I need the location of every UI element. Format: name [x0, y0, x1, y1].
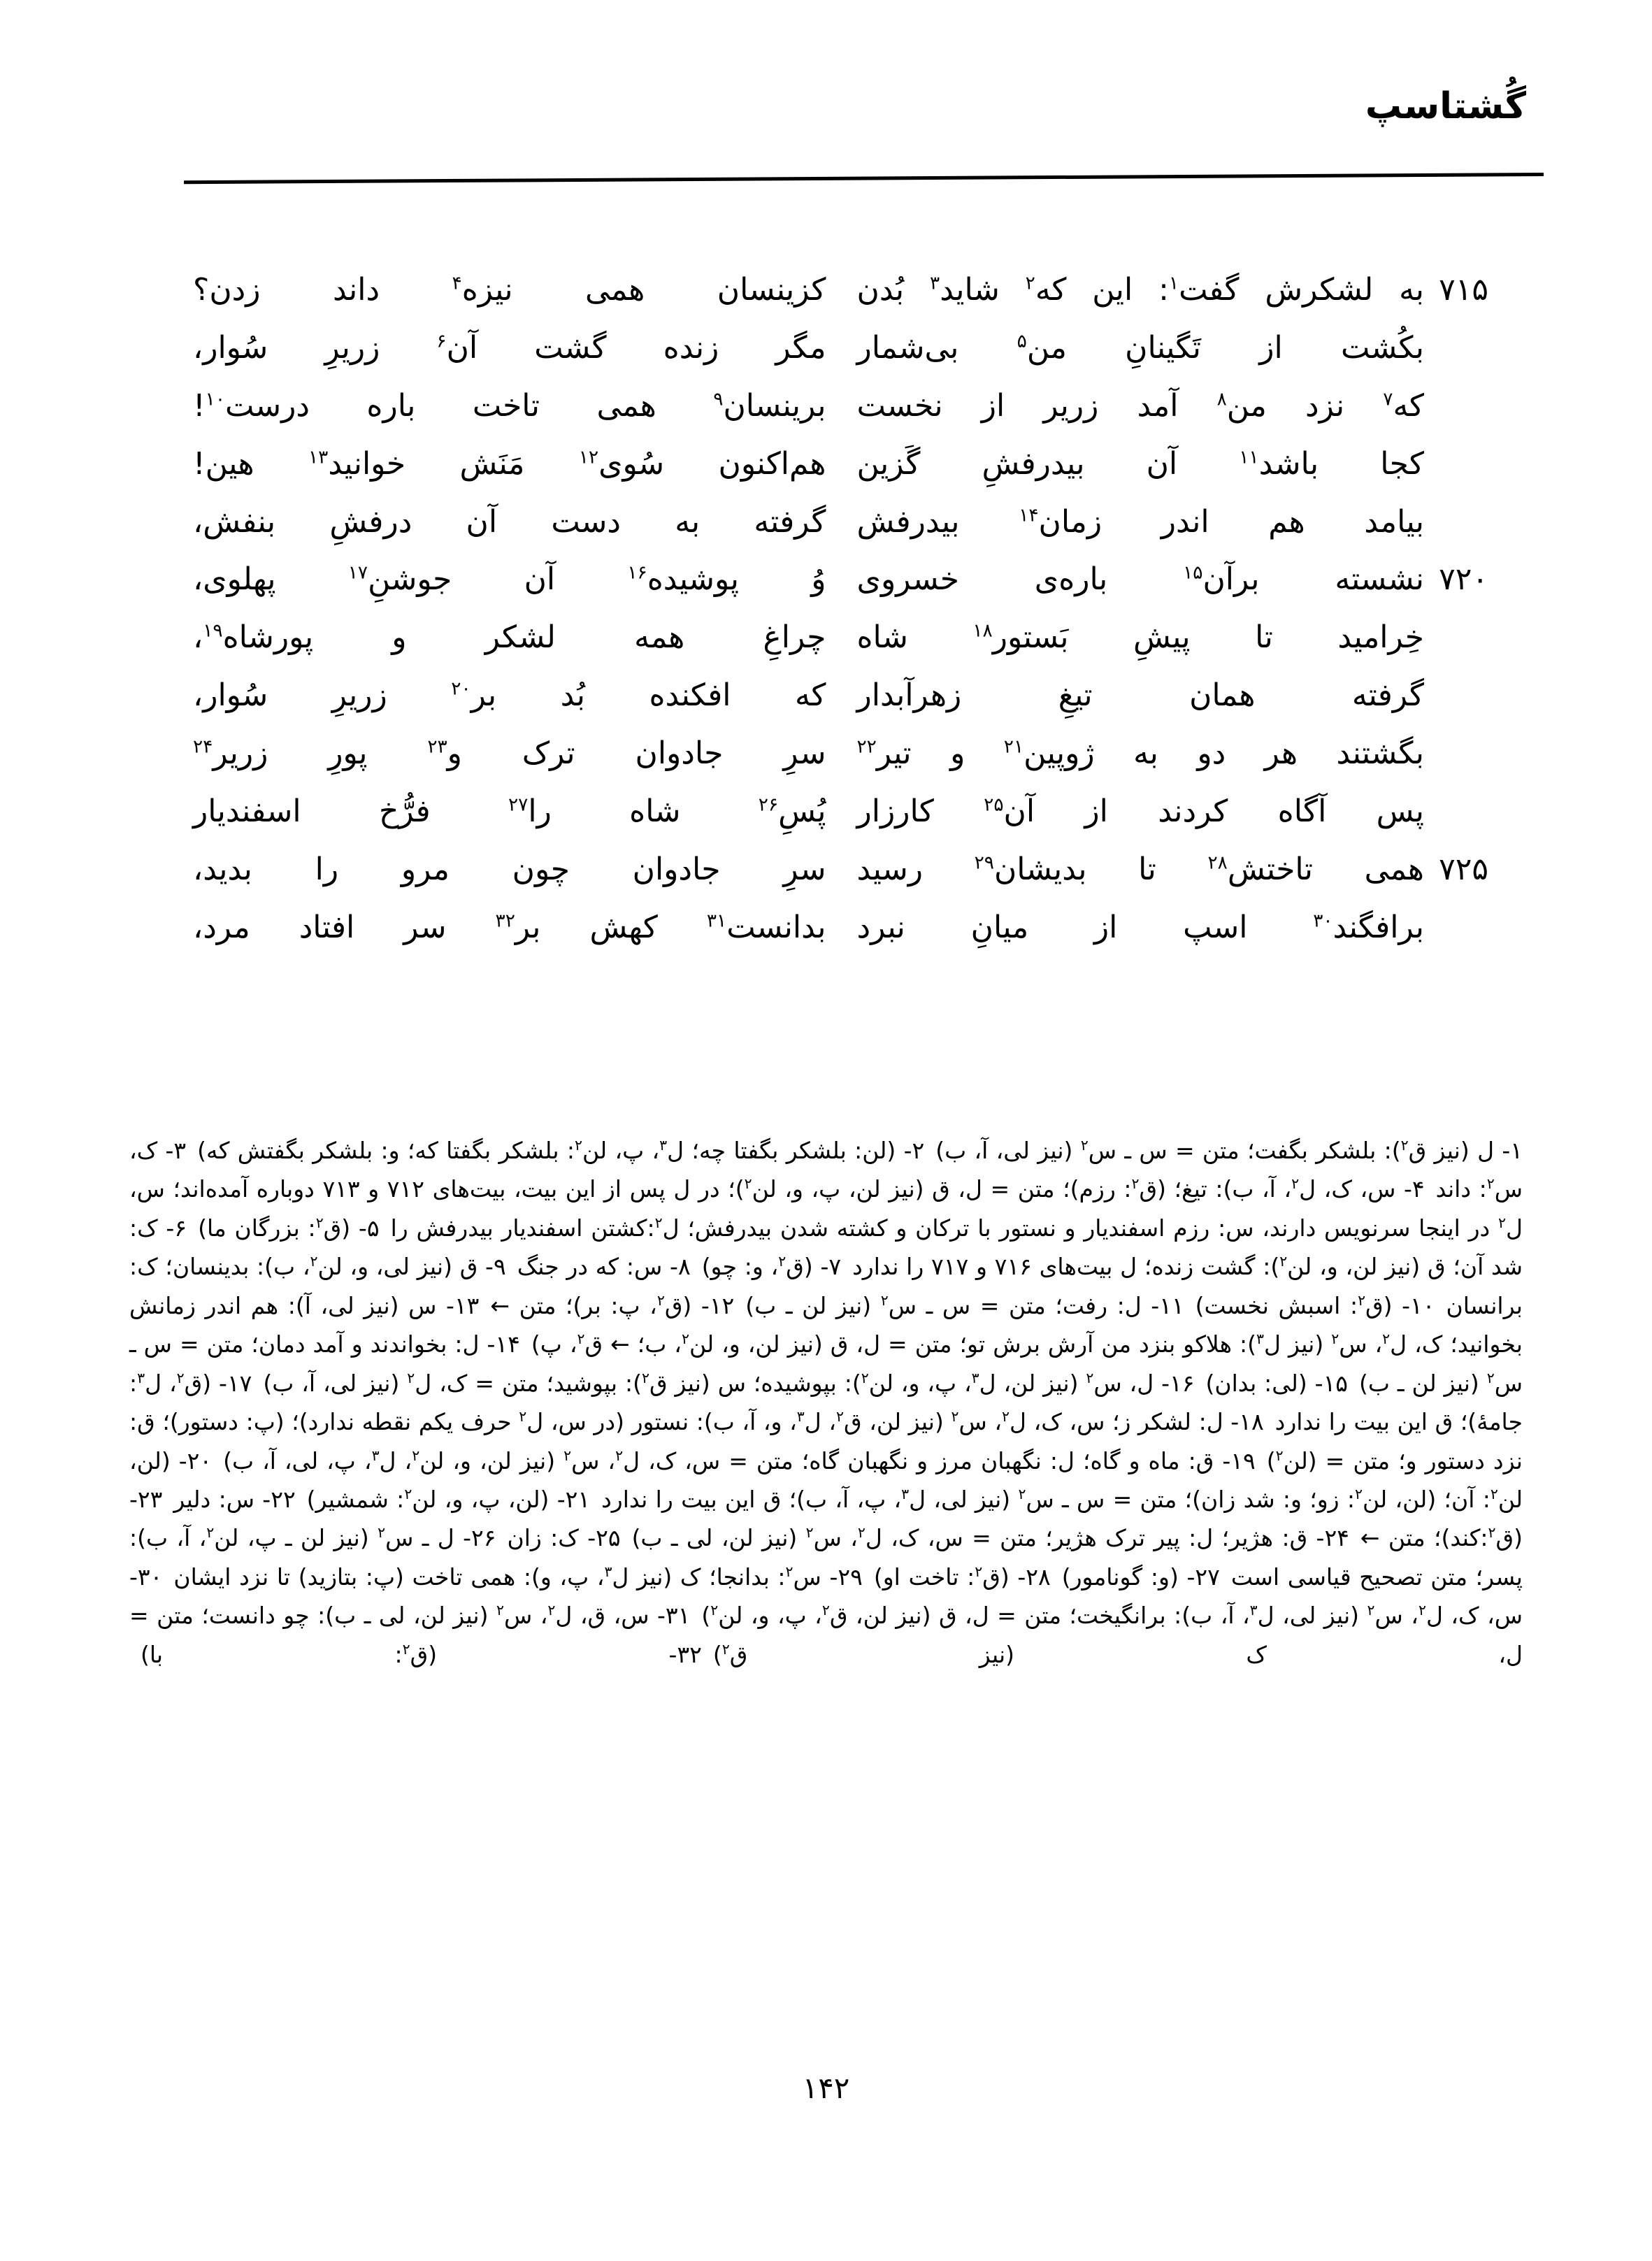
hemistich-first: [833, 383, 1485, 430]
apparatus-note-separator: [734, 1286, 745, 1325]
apparatus-note-separator: [186, 1131, 197, 1170]
apparatus-note-separator: [621, 1519, 632, 1557]
hemistich-second: مگر زنده گشت آن$^۶$ زریرِ سُوار،: [193, 329, 826, 366]
hemistich-first: [833, 789, 1485, 835]
verse-number: ۷۱۵: [1439, 272, 1488, 308]
apparatus-note-separator: [212, 1442, 223, 1480]
apparatus-note-separator: [506, 1247, 517, 1286]
apparatus-note: ۳- ک، س$^۲$: داند: [129, 1137, 1523, 1203]
hemistich-first-text: بیامد هم اندر زمان$^{۱۴}$ بیدرفش: [856, 503, 1425, 540]
hemistich-first-text: خِرامید تا پیشِ بَستور$^{۱۸}$ شاه: [856, 619, 1424, 656]
apparatus-note-separator: [162, 1480, 173, 1519]
apparatus-note-separator: [1425, 1170, 1436, 1208]
apparatus-note-separator: [187, 1209, 198, 1247]
apparatus-note: ۲۵- ک: زان: [507, 1524, 621, 1552]
hemistich-first: [833, 499, 1485, 546]
verse-couplet: [182, 499, 1484, 546]
hemistich-first: [833, 325, 1485, 372]
apparatus-note: ۵- (ق$^۲$: بزرگان ما): [198, 1214, 380, 1242]
hemistich-first: [833, 615, 1485, 661]
apparatus-note: ۲- (لن: بلشکر بگفتا چه؛ ل$^۳$، پ، لن$^۲$: بلشکر بگفتا که؛ و: بلشکر بگفتش که): [197, 1137, 925, 1164]
apparatus-note: ۲۹- س$^۲$: بدانجا؛ ک (نیز ل$^۳$، پ، و): همی تاخت (پ: بتازید) تا نزد ایشان: [173, 1563, 863, 1591]
apparatus-note-separator: [690, 1596, 701, 1635]
hemistich-first-text: کجا باشد$^{۱۱}$ آن بیدرفشِ گَزین: [856, 445, 1424, 482]
apparatus-note-separator: [1349, 1519, 1360, 1557]
hemistich-second: چراغِ همه لشکر و پورشاه$^{۱۹}$،: [193, 619, 826, 656]
hemistich-second: سرِ جادوان ترک و$^{۲۳}$ پورِ زریر$^{۲۴}$: [193, 735, 826, 771]
hemistich-second: بدانست$^{۳۱}$ کهش بر$^{۳۲}$ سر افتاد مرد،: [193, 909, 826, 945]
apparatus-note: ۲۲- س: دلیر: [173, 1485, 296, 1513]
apparatus-note: ۲۷- (و: گونامور): [1061, 1563, 1220, 1591]
hemistich-first: [833, 905, 1485, 952]
apparatus-note: ۲۰- (لن، لن$^۲$: آن؛ (لن، لن$^۲$: زو؛ و: شد زان)؛ متن = س ـ س$^۲$ (نیز لی، ل$^۳$، پ، آ، ب)؛ ق این بیت را ندارد: [129, 1447, 1523, 1513]
apparatus-note: ۱۷- (ق$^۲$، ل$^۳$: جامهٔ)؛ ق این بیت را ندارد: [129, 1369, 1523, 1436]
apparatus-note-separator: [691, 1247, 702, 1286]
apparatus-note: ۲۸- (ق$^۲$: تاخت او): [873, 1563, 1051, 1591]
apparatus-note-separator: [1194, 1364, 1205, 1402]
apparatus-note: ۳۰- س، ک، ل$^۲$، س$^۲$ (نیز لی، ل$^۳$، آ، ب): برانگیخت؛ متن = ل، ق (نیز لن، ق$^۲$، پ، و، لن$^۲$): [129, 1563, 1523, 1630]
hemistich-first-text: که$^۷$ نزد من$^۸$ آمد زریر از نخست: [856, 387, 1424, 424]
hemistich-second: کزینسان همی نیزه$^۴$ داند زدن؟: [193, 272, 826, 308]
verse-number: ۷۲۰: [1439, 561, 1488, 598]
apparatus-note: ۱۰- (ق$^۲$: اسبش نخست): [1195, 1291, 1435, 1319]
apparatus-note: ۱۹- ق: ماه و گاه؛ ل: نگهبان مرز و نگهبان گاه؛ متن = س، ک، ل$^۲$، س$^۲$ (نیز لن، و، لن$^۲$، ل$^۳$، پ، لی، آ، ب): [223, 1447, 1256, 1474]
hemistich-first: [833, 441, 1485, 488]
verse-couplet: [182, 789, 1484, 835]
apparatus-note: ۲۶- ل ـ س$^۲$ (نیز لن ـ پ، لن$^۲$، آ، ب): پسر؛ متن تصحیح قیاسی است: [129, 1524, 1523, 1591]
hemistich-first: [833, 847, 1488, 893]
apparatus-note: ۱۱- ل: رفت؛ متن = س ـ س$^۲$ (نیز لن ـ ب): [745, 1291, 1184, 1319]
apparatus-note: ۴- س، ک، ل$^۲$، آ، ب): تیغ؛ (ق$^۲$: رزم)؛ متن = ل، ق (نیز لن، پ، و، لن$^۲$)؛ در ل پس از این بیت، بیت‌های ۷۱۲ و ۷۱۳ دوباره آمده‌اند؛ س، ل$^۲$ در اینجا سرنویس دارند، س: رزم اسفندیار و نستور با ترکان و کشته شدن بیدرفش؛ ل$^۲$:کشتن اسفندیار بیدرفش را: [129, 1175, 1523, 1242]
hemistich-first: [833, 267, 1488, 314]
verse-couplet: [182, 267, 1488, 314]
apparatus-note-separator: [296, 1480, 307, 1519]
apparatus-note-separator: [1220, 1558, 1231, 1596]
apparatus-note: ۱- ل (نیز ق$^۲$): بلشکر بگفت؛ متن = س ـ س$^۲$ (نیز لی، آ، ب): [935, 1137, 1523, 1164]
apparatus-note: ۱۳- س (نیز لی، آ): هم اندر زمانش بخوانید؛ ک، ل$^۲$، س$^۲$ (نیز ل$^۳$): هلاکو بنزد من آرش برش تو؛ متن = ل، ق (نیز لن، و، لن$^۲$، ب؛ ← ق$^۲$، پ): [129, 1291, 1523, 1358]
apparatus-note: ۱۴- ل: بخواندند و آمد دمان؛ متن = س ـ س$^۲$ (نیز لن ـ ب): [129, 1330, 1523, 1397]
hemistich-second: سرِ جادوان چون مرو را بدید،: [193, 851, 826, 887]
apparatus-note: ۶- ک: شد آن؛ ق (نیز لن، و، لن$^۲$): گشت زنده؛ ل بیت‌های ۷۱۶ و ۷۱۷ را ندارد: [129, 1214, 1523, 1281]
apparatus-note-separator: [863, 1558, 874, 1596]
apparatus-note: ۲۳- (ق$^۲$:کند)؛ متن ←: [129, 1485, 1523, 1552]
hemistich-second: برینسان$^۹$ همی تاخت باره درست$^{۱۰}$!: [193, 387, 826, 424]
apparatus-note: ۳۲- (ق$^۲$: با): [141, 1640, 702, 1668]
hemistich-second: گرفته به دست آن درفشِ بنفش،: [193, 503, 826, 540]
verse-couplet: [182, 557, 1488, 603]
verse-couplet: [182, 731, 1484, 777]
hemistich-first-text: همی تاختش$^{۲۸}$ تا بدیشان$^{۲۹}$ رسید: [856, 851, 1424, 887]
verse-couplet: [182, 673, 1484, 719]
hemistich-first: [833, 557, 1488, 603]
hemistich-first-text: بکُشت از تَگینانِ من$^۵$ بی‌شمار: [856, 329, 1424, 366]
apparatus-note: ۸- س: که در جنگ: [517, 1253, 691, 1281]
apparatus-note: ۳۱- س، ق، ل$^۲$، س$^۲$ (نیز لن، لی ـ ب): چو دانست؛ متن = ل، ک (نیز ق$^۲$): [129, 1602, 1523, 1668]
folio-number: ۱۴۲: [802, 2071, 850, 2105]
apparatus-note-separator: [590, 1480, 601, 1519]
hemistich-first-text: پس آگاه کردند از آن$^{۲۵}$ کارزار: [856, 793, 1424, 829]
apparatus-note: ۱۶- ل، س$^۲$ (نیز لن، ل$^۳$، پ، و، لن$^۲$): بپوشیده؛ س (نیز ق$^۲$): بپوشید؛ متن = ک، ل$^۲$ (نیز لی، آ، ب): [263, 1369, 1195, 1397]
apparatus-note: ۹- ق (نیز لی، و، لن$^۲$، ب): بدینسان؛ ک: برانسان: [129, 1253, 1523, 1319]
hemistich-first: [833, 731, 1485, 777]
apparatus-note-separator: [1348, 1364, 1359, 1402]
verse-couplet: [182, 847, 1488, 893]
hemistich-first-text: به لشکرش گفت$^۱$: این که$^۲$ شاید$^۳$ بُدن: [856, 272, 1424, 308]
hemistich-second: که افکنده بُد بر$^{۲۰}$ زریرِ سُوار،: [193, 677, 826, 714]
apparatus-note-separator: [129, 1635, 141, 1674]
verse-couplet: [182, 441, 1484, 488]
hemistich-first-text: بگشتند هر دو به ژوپین$^{۲۱}$ و تیر$^{۲۲}$: [856, 735, 1424, 771]
hemistich-first-text: برافگند$^{۳۰}$ اسپ از میانِ نبرد: [856, 909, 1424, 945]
running-head-title: گُشتاسپ: [1365, 85, 1526, 127]
apparatus-note-separator: [1435, 1286, 1446, 1325]
apparatus-note-separator: [162, 1558, 173, 1596]
apparatus-note-separator: [1184, 1286, 1195, 1325]
verse-number: ۷۲۵: [1439, 851, 1488, 887]
apparatus-note-separator: [252, 1364, 263, 1402]
apparatus-note-separator: [1264, 1402, 1275, 1441]
hemistich-second: پُسِ$^{۲۶}$ شاه را$^{۲۷}$ فرُّخ اسفندیار: [193, 793, 826, 829]
apparatus-note: ۲۴- ق: هژیر؛ ل: پیر ترک هژیر؛ متن = س، ک، ل$^۲$، س$^۲$ (نیز لن، لی ـ ب): [631, 1524, 1349, 1552]
apparatus-note-separator: [496, 1519, 507, 1557]
running-head-zone: [119, 84, 1533, 175]
verse-couplet: [182, 383, 1484, 430]
apparatus-note-separator: [1051, 1558, 1062, 1596]
apparatus-note: ۱۲- (ق$^۲$، پ: بر)؛ متن ←: [490, 1291, 735, 1319]
verse-couplet: [182, 325, 1484, 372]
apparatus-note: ۷- (ق$^۲$، و: چو): [701, 1253, 842, 1281]
hemistich-first-text: نشسته برآن$^{۱۵}$ باره‌ی خسروی: [856, 561, 1424, 598]
hemistich-second: وُ پوشیده$^{۱۶}$ آن جوشنِ$^{۱۷}$ پهلوی،: [193, 561, 826, 598]
verse-block: [182, 267, 1488, 963]
apparatus-note-separator: [380, 1209, 391, 1247]
apparatus-note-separator: [702, 1635, 713, 1674]
verse-couplet: [182, 905, 1484, 952]
hemistich-first: [833, 673, 1485, 719]
critical-apparatus: [129, 1131, 1523, 1674]
apparatus-note: ۱۸- ل: لشکر ز؛ س، ک، ل$^۲$، س$^۲$ (نیز لن، ق$^۲$، ل$^۳$، و، آ، ب): نستور (در س، ل$^۲$ حرف یکم نقطه ندارد)؛ (پ: دستور)؛ ق: نزد دستور و؛ متن = (لن$^۲$): [129, 1408, 1523, 1474]
apparatus-note-separator: [841, 1247, 852, 1286]
hemistich-first-text: گرفته همان تیغِ زهرآبدار: [856, 677, 1424, 714]
apparatus-note-separator: [520, 1325, 531, 1363]
apparatus-note-separator: [1256, 1442, 1267, 1480]
hemistich-second: هم‌اکنون سُوی$^{۱۲}$ مَنَش خوانید$^{۱۳}$ هین!: [193, 445, 826, 482]
apparatus-note-separator: [479, 1286, 490, 1325]
apparatus-note-separator: [924, 1131, 935, 1170]
verse-couplet: [182, 615, 1484, 661]
apparatus-note: ۱۵- (لی: بدان): [1205, 1369, 1349, 1397]
apparatus-note: ۲۱- (لن، پ، و، لن$^۲$: شمشیر): [306, 1485, 591, 1513]
